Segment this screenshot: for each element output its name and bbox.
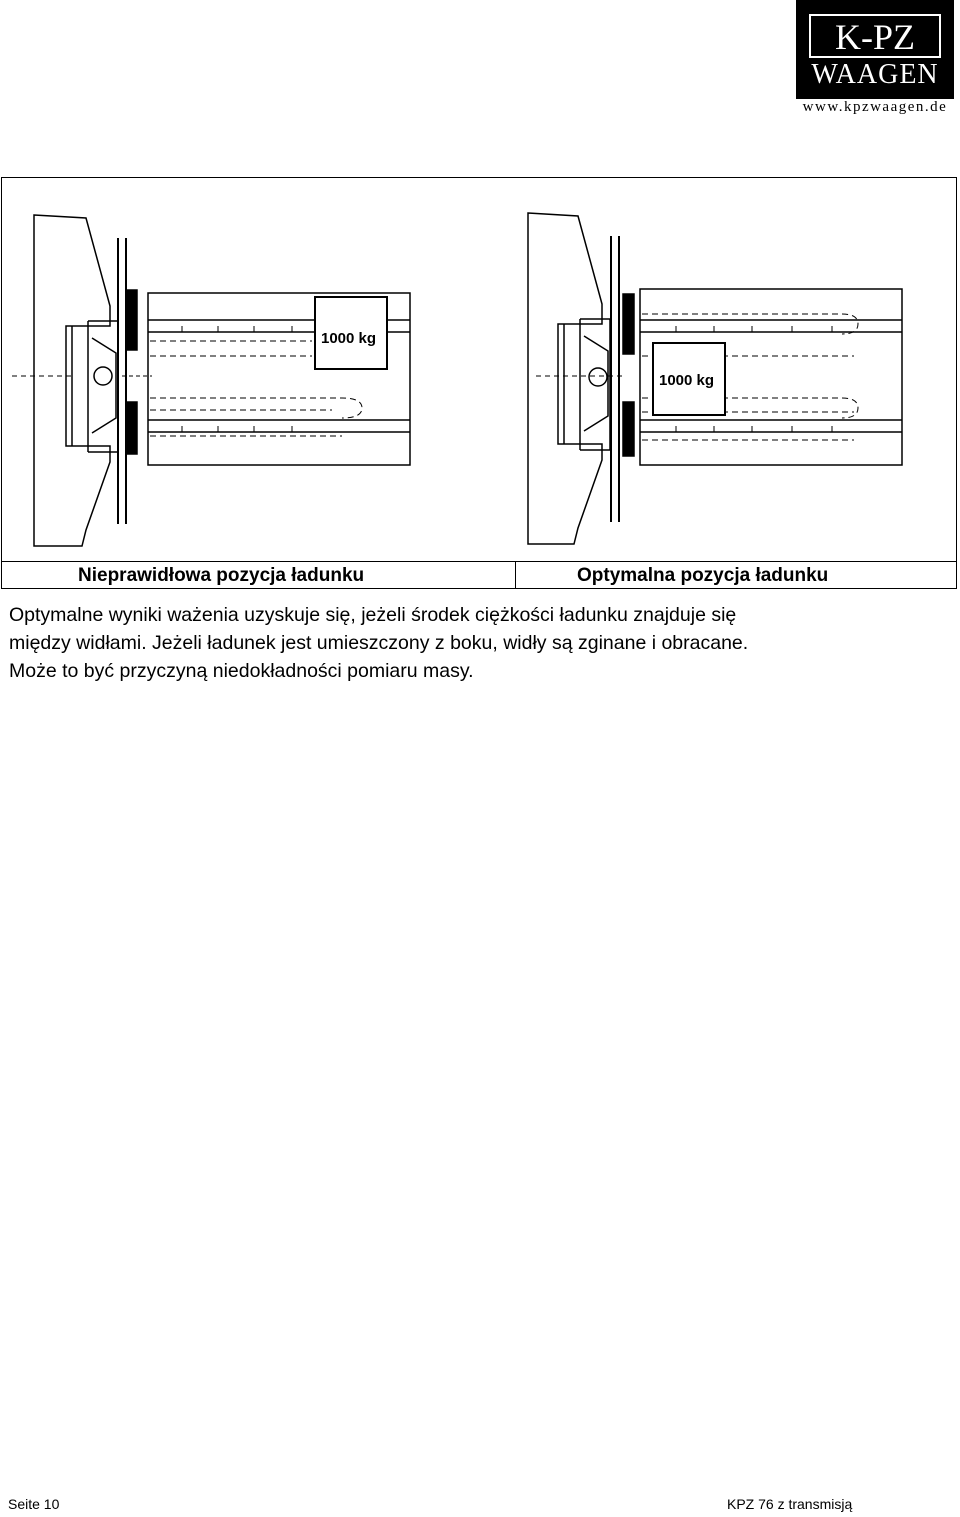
logo-background bbox=[796, 0, 954, 99]
right-forklift-diagram bbox=[528, 213, 902, 544]
caption-optimal-position: Optymalna pozycja ładunku bbox=[577, 565, 829, 586]
body-line: Optymalne wyniki ważenia uzyskuje się, jeżeli środek ciężkości ładunku znajduje się bbox=[9, 604, 737, 626]
caption-incorrect-position: Nieprawidłowa pozycja ładunku bbox=[78, 565, 365, 586]
footer-page-number: Seite 10 bbox=[8, 1496, 60, 1512]
left-load-label: 1000 kg bbox=[321, 330, 377, 347]
left-forklift-diagram bbox=[12, 215, 410, 546]
right-load-label: 1000 kg bbox=[659, 372, 715, 389]
body-line: Może to być przyczyną niedokładności pomiaru masy. bbox=[9, 660, 474, 682]
caption-row bbox=[2, 561, 956, 589]
logo-url: www.kpzwaagen.de bbox=[802, 99, 948, 115]
figure-table bbox=[1, 177, 957, 589]
figure-illustration bbox=[2, 178, 956, 561]
company-logo bbox=[796, 0, 954, 120]
caption-divider bbox=[515, 562, 516, 589]
logo-text-waagen: WAAGEN bbox=[811, 59, 939, 90]
logo-text-kpz: K-PZ bbox=[835, 17, 915, 57]
logo-frame bbox=[809, 14, 941, 58]
footer-document-title: KPZ 76 z transmisją bbox=[727, 1496, 853, 1512]
body-paragraph bbox=[9, 601, 949, 685]
body-line: między widłami. Jeżeli ładunek jest umieszczony z boku, widły są zginane i obracane. bbox=[9, 632, 749, 654]
